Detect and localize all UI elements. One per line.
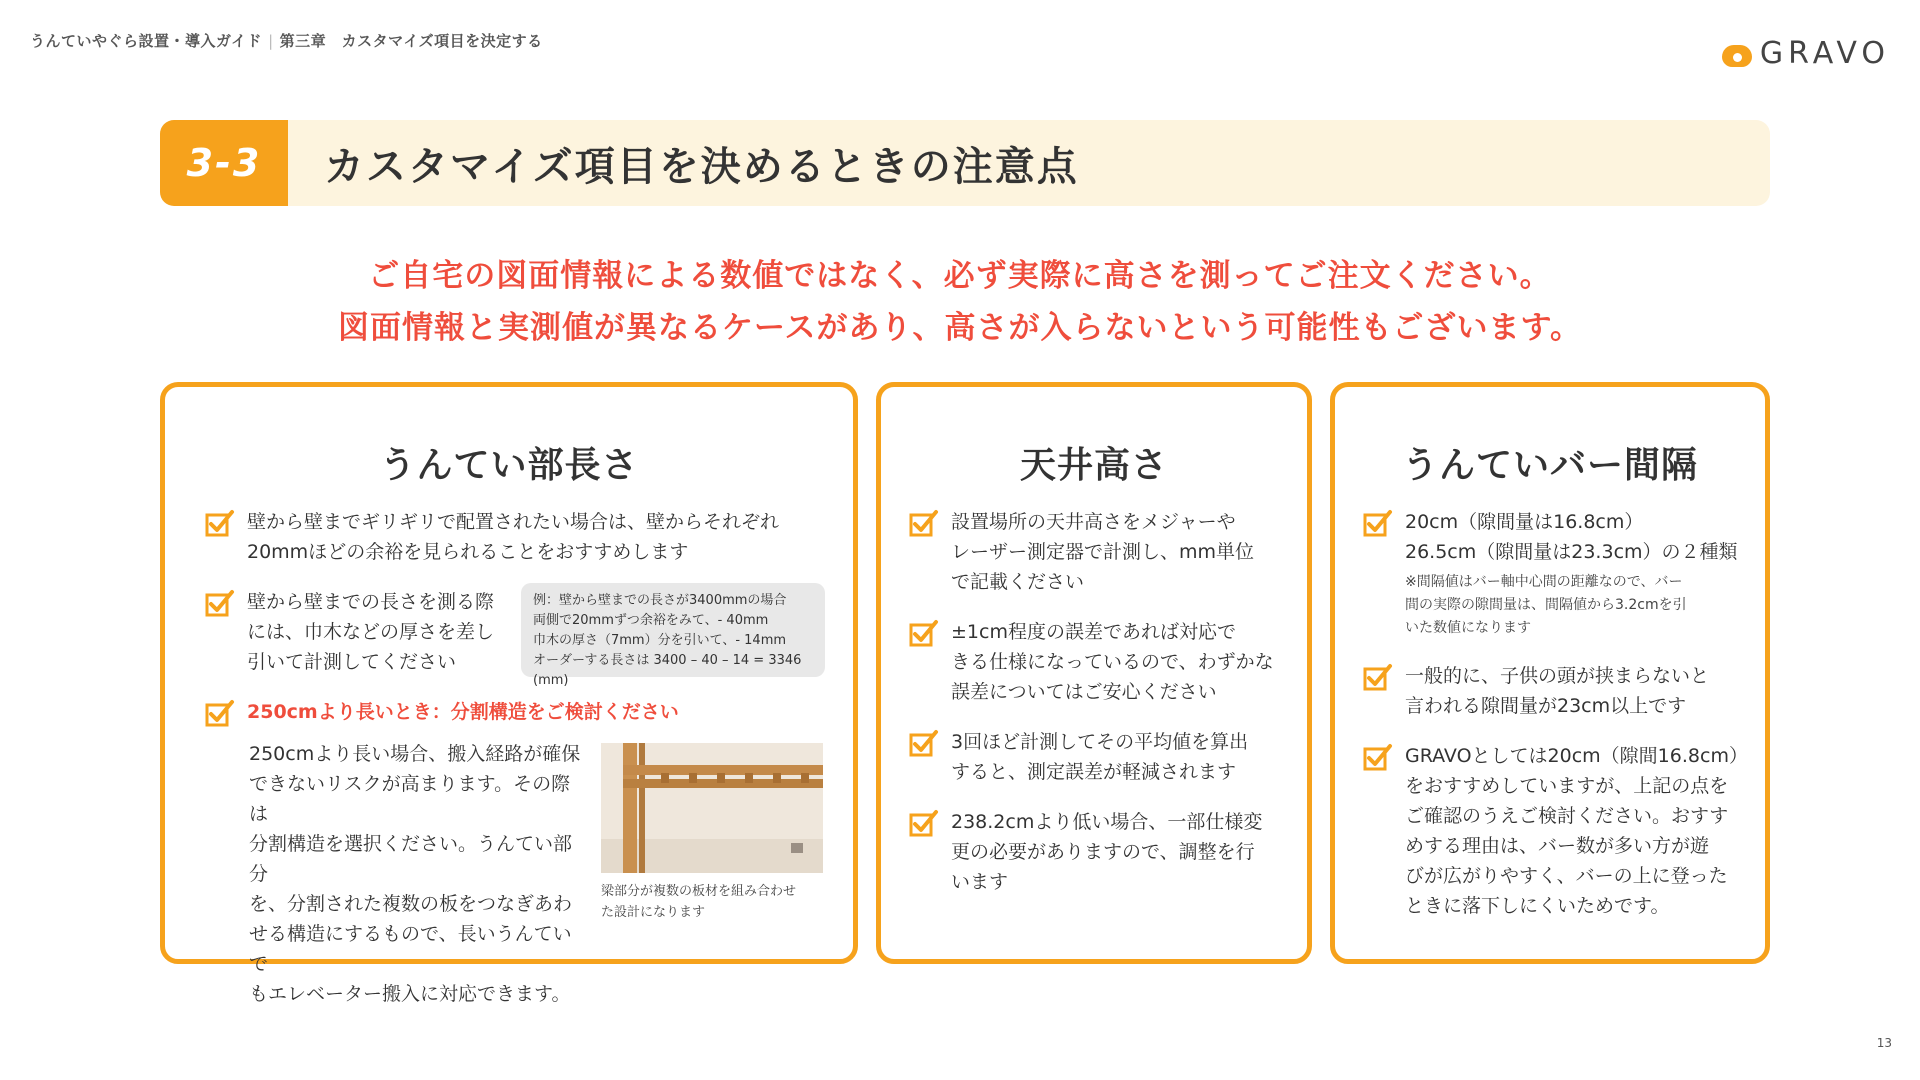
item-line: 250cmより長いとき：分割構造をご検討ください xyxy=(247,701,679,723)
item-line: をおすすめしていますが、上記の点を xyxy=(1405,775,1729,797)
item-line: ±1cm程度の誤差であれば対応で xyxy=(951,621,1236,643)
note-line: ※間隔値はバー軸中心間の距離なので、バー xyxy=(1405,574,1683,590)
check-icon xyxy=(1363,663,1393,693)
note-line: いた数値になります xyxy=(1405,620,1531,636)
checklist-item xyxy=(909,617,1299,707)
breadcrumb-guide: うんていやぐら設置・導入ガイド xyxy=(30,32,263,50)
check-icon xyxy=(205,509,235,539)
logo-text: GRAVO xyxy=(1759,36,1890,71)
item-line: 壁から壁までギリギリで配置されたい場合は、壁からそれぞれ xyxy=(247,511,780,533)
breadcrumb-chapter: 第三章 カスタマイズ項目を決定する xyxy=(279,32,543,50)
item-line: で記載ください xyxy=(951,571,1085,593)
item-line: 引いて計測してください xyxy=(247,651,457,673)
card-unteibu-length xyxy=(160,382,858,1005)
checklist-item xyxy=(1363,507,1759,640)
card-title: うんていバー間隔 xyxy=(1401,445,1698,486)
example-box xyxy=(521,583,825,688)
card-bar-spacing xyxy=(1330,382,1770,964)
check-icon xyxy=(909,809,939,839)
checklist-item xyxy=(909,507,1299,597)
card-title: うんてい部長さ xyxy=(379,445,639,486)
checklist-item xyxy=(909,727,1299,787)
item-line: 20cm（隙間量は16.8cm） xyxy=(1405,511,1644,533)
card-ceiling-height xyxy=(876,382,1312,964)
item-line: います xyxy=(951,871,1009,893)
check-icon xyxy=(205,699,235,729)
split-structure-description xyxy=(249,739,589,1009)
item-line: すると、測定誤差が軽減されます xyxy=(951,761,1237,783)
item-line: 誤差についてはご安心ください xyxy=(951,681,1217,703)
breadcrumb xyxy=(30,30,543,51)
photo-caption xyxy=(601,881,823,923)
body-line: を、分割された複数の板をつなぎあわ xyxy=(249,893,573,915)
body-line: もエレベーター搬入に対応できます。 xyxy=(249,983,571,1005)
section-header xyxy=(160,120,1770,206)
caption-line: た設計になります xyxy=(601,905,706,920)
item-line: GRAVOとしては20cm（隙間16.8cm） xyxy=(1405,745,1748,767)
example-line: オーダーする長さは 3400 – 40 – 14 = 3346 (mm) xyxy=(533,653,802,688)
checklist-item xyxy=(1363,741,1759,921)
note-line: 間の実際の隙間量は、間隔値から3.2cmを引 xyxy=(1405,597,1687,613)
body-line: できないリスクが高まります。その際は xyxy=(249,773,571,825)
section-number: 3-3 xyxy=(160,120,288,206)
item-line: 言われる隙間量が23cm以上です xyxy=(1405,695,1687,717)
page-number: 13 xyxy=(1876,1036,1892,1050)
caption-line: 梁部分が複数の板材を組み合わせ xyxy=(601,884,797,899)
checklist-item-warning xyxy=(205,697,835,729)
checklist-item xyxy=(205,587,515,677)
example-line: 巾木の厚さ（7mm）分を引いて、- 14mm xyxy=(533,633,787,648)
section-title: カスタマイズ項目を決めるときの注意点 xyxy=(324,143,1079,190)
item-line: 20mmほどの余裕を見られることをおすすめします xyxy=(247,541,689,563)
spacing-note xyxy=(1405,571,1738,640)
item-line: 一般的に、子供の頭が挟まらないと xyxy=(1405,665,1710,687)
check-icon xyxy=(909,729,939,759)
check-icon xyxy=(1363,743,1393,773)
breadcrumb-separator: | xyxy=(268,32,274,50)
check-icon xyxy=(205,589,235,619)
item-line: めする理由は、バー数が多い方が遊 xyxy=(1405,835,1710,857)
check-icon xyxy=(909,509,939,539)
body-line: 250cmより長い場合、搬入経路が確保 xyxy=(249,743,581,765)
example-line: 両側で20mmずつ余裕をみて、- 40mm xyxy=(533,613,769,628)
item-line: レーザー測定器で計測し、mm単位 xyxy=(951,541,1255,563)
logo-mark-icon xyxy=(1722,39,1754,69)
check-icon xyxy=(1363,509,1393,539)
item-line: びが広がりやすく、バーの上に登った xyxy=(1405,865,1728,887)
item-line: ご確認のうえご検討ください。おすす xyxy=(1405,805,1729,827)
example-line: 例：壁から壁までの長さが3400mmの場合 xyxy=(533,593,787,608)
checklist-item xyxy=(205,507,835,567)
checklist-item xyxy=(1363,661,1759,721)
item-line: 壁から壁までの長さを測る際 xyxy=(247,591,495,613)
item-line: 設置場所の天井高さをメジャーや xyxy=(951,511,1236,533)
item-line: 更の必要がありますので、調整を行 xyxy=(951,841,1255,863)
item-line: きる仕様になっているので、わずかな xyxy=(951,651,1274,673)
item-line: 26.5cm（隙間量は23.3cm）の２種類 xyxy=(1405,541,1738,563)
card-title: 天井高さ xyxy=(1019,445,1168,486)
body-line: 分割構造を選択ください。うんてい部分 xyxy=(249,833,573,885)
lead-line-2: 図面情報と実測値が異なるケースがあり、高さが入らないという可能性もございます。 xyxy=(338,310,1582,346)
lead-line-1: ご自宅の図面情報による数値ではなく、必ず実際に高さを測ってご注文ください。 xyxy=(368,258,1552,294)
item-line: 3回ほど計測してその平均値を算出 xyxy=(951,731,1249,753)
gravo-logo xyxy=(1722,36,1890,71)
item-line: ときに落下しにくいためです。 xyxy=(1405,895,1670,917)
check-icon xyxy=(909,619,939,649)
body-line: せる構造にするもので、長いうんていで xyxy=(249,923,572,975)
item-line: 238.2cmより低い場合、一部仕様変 xyxy=(951,811,1263,833)
split-beam-photo xyxy=(601,743,823,873)
checklist-item xyxy=(909,807,1299,897)
item-line: には、巾木などの厚さを差し xyxy=(247,621,495,643)
